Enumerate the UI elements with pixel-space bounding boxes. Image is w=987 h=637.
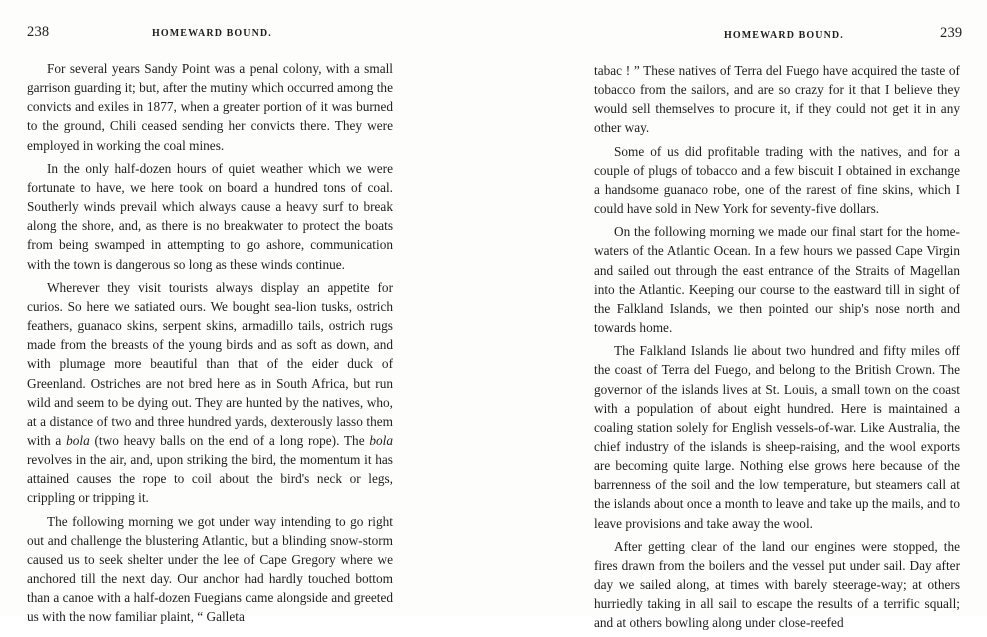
right-page: [494, 0, 987, 631]
paragraph: The Falkland Islands lie about two hundred and fifty miles off the coast of Terra del Fuego, and belong to the British Crown. The governor of the islands lives at St. Louis, a small town on the coast with a population of about eight hundred. Here is maintained a coaling station solely for English vessels-of-war. Like Australia, the chief industry of the islands is sheep-raising, and the wool exports are becoming quite large. Nothing else grows here because of the barrenness of the soil and the low temperature, but steamers call at the islands about once a month to leave and take up the mails, and to leave provisions and take away the wool.: [594, 343, 960, 531]
paragraph: Some of us did profitable trading with the natives, and for a couple of plugs of tobacco and a few biscuit I obtained in exchange a handsome guanaco robe, one of the rarest of fine skins, which I could have sold in New York for seventy-five dollars.: [594, 143, 960, 217]
paragraph: In the only half-dozen hours of quiet weather which we were fortunate to have, we here took on board a hundred tons of coal. Southerly winds prevail which always cause a heavy surf to break along the shore, and, as there is no breakwater to protect the boats from being swamped in attempting to go ashore, communication with the town is dangerous so long as these winds continue.: [27, 160, 393, 272]
running-head: HOMEWARD BOUND.: [724, 30, 844, 41]
italic-term: bola: [66, 432, 90, 448]
paragraph: On the following morning we made our final start for the home-waters of the Atlantic Ocean. In a few hours we passed Cape Virgin and sailed out through the east entrance of the Straits of Magellan into the Atlantic. Keeping our course to the eastward till in sight of the Falkland Islands, we then pointed our ship's nose north and towards home.: [594, 224, 960, 336]
page-number: 239: [940, 25, 963, 41]
left-page: [0, 0, 493, 625]
body-text: [27, 59, 393, 631]
italic-term: bola: [369, 432, 394, 448]
body-text: [594, 61, 960, 637]
page-number: 238: [27, 24, 50, 40]
text-run: Wherever they visit tourists always display an appetite for curios. So here we satiated ours. We bought sea-lion tusks, ostrich feathers, guanaco skins, serpent skins, armadillo tails, ostrich rugs made from the breasts of the young birds and as soft as down, and with plumage more beautiful than that of the eider duck of Greenland. Ostriches are not bred here as in South Africa, but run wild and seem to be dying out. They are hunted by the natives, who, at a distance of two and three hundred yards, dexterously lasso them with a: [27, 279, 393, 448]
paragraph: tabac ! ” These natives of Terra del Fuego have acquired the taste of tobacco from the sailors, and are so crazy for it that I believe they would sell themselves to procure it, if they could not get it in any other way.: [594, 63, 960, 136]
paragraph: For several years Sandy Point was a penal colony, with a small garrison guarding it; but, after the mutiny which occurred among the convicts and exiles in 1877, when a greater portion of it was burned to the ground, Chili ceased sending her convicts there. They were employed in working the coal mines.: [27, 61, 393, 153]
text-run: (two heavy balls on the end of a long rope). The: [89, 432, 370, 448]
paragraph: After getting clear of the land our engines were stopped, the fires drawn from the boilers and the vessel put under sail. Day after day we sailed along, at times with barely steerage-way; at others hurriedly taking in all sail to escape the results of a terrific squall; and at others bowling along under close-reefed: [594, 538, 960, 631]
paragraph: [27, 278, 393, 508]
running-head: HOMEWARD BOUND.: [152, 28, 272, 39]
paragraph: The following morning we got under way intending to go right out and challenge the blustering Atlantic, but a blinding snow-storm caused us to seek shelter under the lee of Cape Gregory where we anchored till the next day. Our anchor had hardly touched bottom than a canoe with a half-dozen Fuegians came alongside and greeted us with the now familiar plaint, “ Galleta: [27, 513, 393, 625]
text-run: revolves in the air, and, upon striking the bird, the momentum it has attained causes the rope to coil about the bird's neck or legs, crippling or tripping it.: [27, 452, 393, 506]
